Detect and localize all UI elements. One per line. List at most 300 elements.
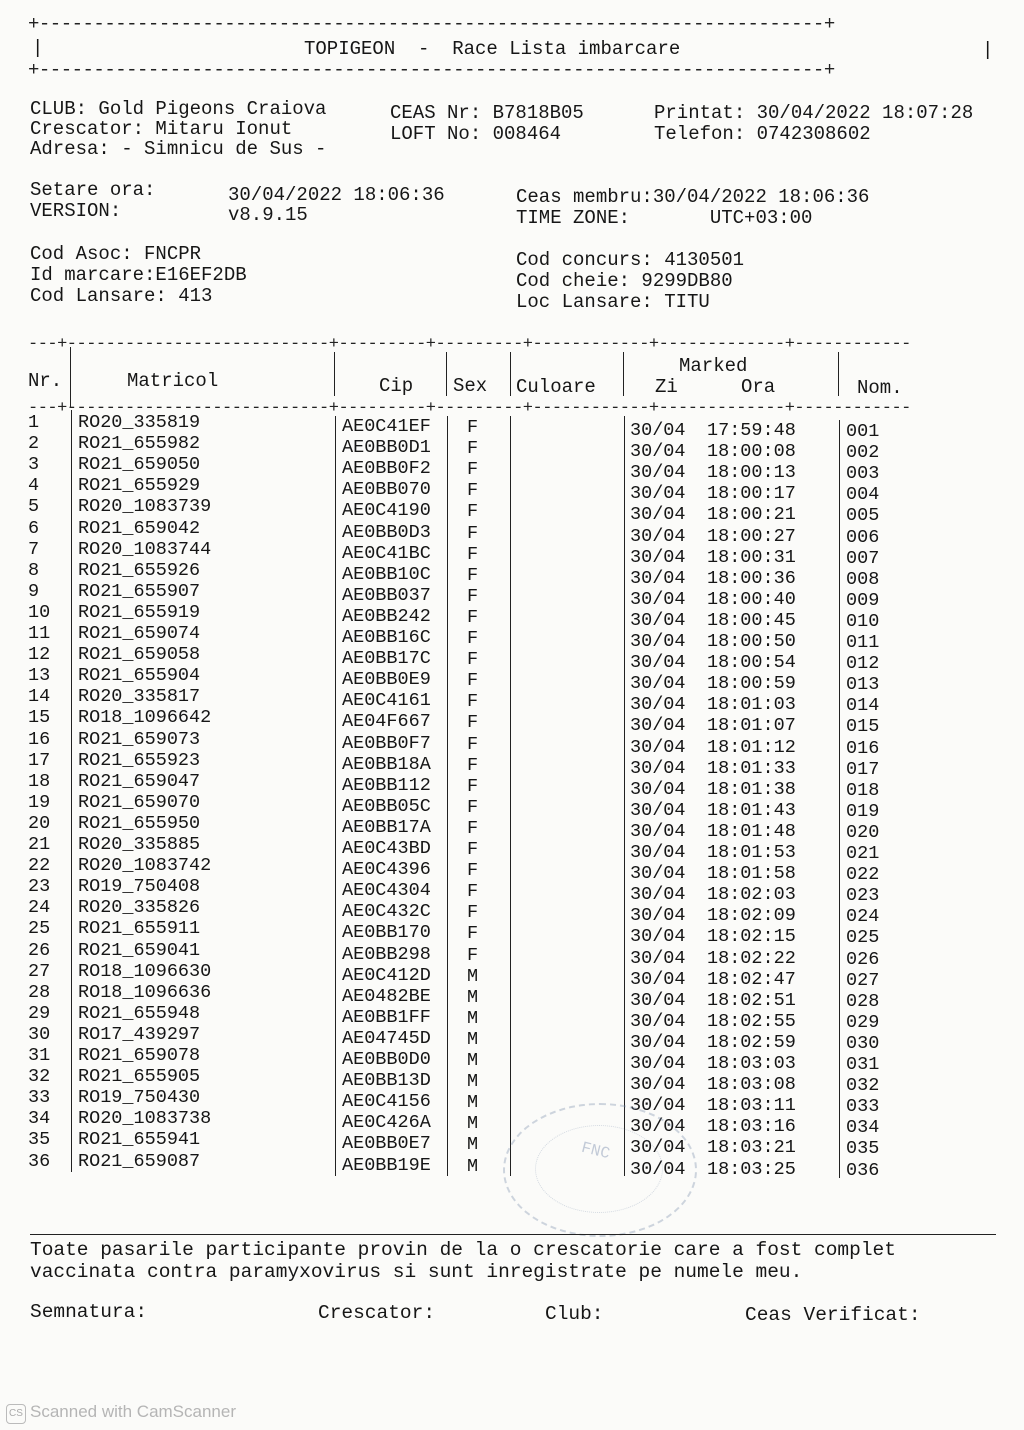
cell-nom: 022 xyxy=(846,864,880,886)
cell-zi: 30/04 xyxy=(630,1074,686,1096)
cell-cip: AE0BB0F7 xyxy=(342,732,431,754)
page-title: TOPIGEON - Race Lista imbarcare xyxy=(304,38,681,60)
cell-nom: 028 xyxy=(846,990,880,1012)
cell-matricol: RO21_655941 xyxy=(78,1129,201,1151)
cell-cip: AE0C41BC xyxy=(342,542,431,564)
cell-ora: 18:00:17 xyxy=(707,483,796,505)
table-row xyxy=(0,1002,1024,1033)
cell-matricol: RO21_659078 xyxy=(78,1045,201,1066)
cell-cip: AE0C412D xyxy=(342,964,431,986)
cell-sex: M xyxy=(467,1134,479,1156)
cell-cip: AE0BB18A xyxy=(342,753,431,775)
cell-nom: 021 xyxy=(846,843,880,864)
cell-zi: 30/04 xyxy=(630,483,686,505)
cell-ora: 18:00:13 xyxy=(707,462,796,484)
cell-matricol: RO17_439297 xyxy=(78,1023,201,1045)
cell-matricol: RO21_659073 xyxy=(78,728,201,750)
cell-nr: 16 xyxy=(28,728,51,750)
table-row xyxy=(0,601,1024,632)
cell-nr: 33 xyxy=(28,1087,51,1109)
cell-zi: 30/04 xyxy=(630,1010,686,1032)
cell-cip: AE0BB05C xyxy=(342,795,431,817)
cell-nom: 032 xyxy=(846,1075,880,1097)
cell-zi: 30/04 xyxy=(630,567,686,589)
cell-ora: 17:59:48 xyxy=(707,420,796,441)
cell-nom: 016 xyxy=(846,737,880,759)
cell-ora: 18:02:03 xyxy=(707,884,796,906)
cell-nom: 029 xyxy=(846,1011,880,1033)
cell-zi: 30/04 xyxy=(630,884,686,906)
cell-cip: AE0BB17A xyxy=(342,816,431,838)
cell-cip: AE0C4156 xyxy=(342,1091,431,1113)
cell-ora: 18:01:48 xyxy=(707,820,796,842)
cell-zi: 30/04 xyxy=(630,778,686,800)
cell-ora: 18:01:12 xyxy=(707,736,796,758)
header-divider-nr xyxy=(70,347,71,407)
cell-zi: 30/04 xyxy=(630,1137,686,1159)
table-row xyxy=(0,791,1024,822)
cell-ora: 18:02:15 xyxy=(707,926,796,948)
cell-nr: 4 xyxy=(28,475,40,497)
header-divider-matricol xyxy=(334,352,335,396)
cell-cip: AE0BB242 xyxy=(342,605,431,627)
breeder-signature-label: Crescator: xyxy=(318,1302,436,1324)
title-box-left-border: | xyxy=(32,37,44,59)
cell-matricol: RO20_1083739 xyxy=(78,496,212,518)
time-zone: TIME ZONE: UTC+03:00 xyxy=(516,207,813,229)
cell-zi: 30/04 xyxy=(630,905,686,927)
cell-sex: F xyxy=(467,480,479,502)
cell-matricol: RO21_659042 xyxy=(78,517,201,539)
cell-nom: 026 xyxy=(846,948,880,970)
cell-zi: 30/04 xyxy=(630,420,686,441)
cell-matricol: RO21_655923 xyxy=(78,749,201,771)
cell-sex: F xyxy=(467,522,479,544)
cell-sex: M xyxy=(467,1071,479,1093)
cell-matricol: RO20_335826 xyxy=(78,897,201,919)
cell-nom: 023 xyxy=(846,885,880,907)
cell-nr: 28 xyxy=(28,981,51,1003)
table-row xyxy=(0,665,1024,696)
title-box-right-border: | xyxy=(982,39,994,61)
cell-ora: 18:00:21 xyxy=(707,504,796,526)
cell-matricol: RO20_1083744 xyxy=(78,538,212,560)
table-row xyxy=(0,412,1024,442)
cell-nom: 034 xyxy=(846,1117,880,1139)
cell-sex: F xyxy=(467,691,479,713)
header-divider-cip xyxy=(446,352,447,396)
cell-nom: 002 xyxy=(846,442,880,464)
cell-matricol: RO21_659087 xyxy=(78,1150,201,1172)
table-row xyxy=(0,855,1024,886)
cell-ora: 18:00:08 xyxy=(707,441,796,463)
cell-cip: AE0482BE xyxy=(342,985,431,1007)
cell-zi: 30/04 xyxy=(630,1116,686,1138)
table-row xyxy=(0,475,1024,506)
table-row xyxy=(0,433,1024,464)
cell-cip: AE0C4396 xyxy=(342,859,431,881)
cell-zi: 30/04 xyxy=(630,842,686,863)
club-signature-label: Club: xyxy=(545,1303,604,1325)
table-row xyxy=(0,834,1024,864)
set-time-value: 30/04/2022 18:06:36 xyxy=(228,184,445,206)
cell-zi: 30/04 xyxy=(630,863,686,885)
table-row xyxy=(0,517,1024,548)
cell-ora: 18:03:25 xyxy=(707,1158,796,1180)
cell-nom: 024 xyxy=(846,906,880,928)
table-row xyxy=(0,623,1024,653)
cell-matricol: RO21_655950 xyxy=(78,812,201,834)
cell-nom: 012 xyxy=(846,653,880,675)
table-row xyxy=(0,876,1024,907)
cell-matricol: RO20_335817 xyxy=(78,686,201,708)
column-header-marked: Marked xyxy=(679,355,748,377)
cell-nom: 035 xyxy=(846,1138,880,1160)
cell-sex: F xyxy=(467,606,479,628)
cell-zi: 30/04 xyxy=(630,1031,686,1053)
column-header-cip: Cip xyxy=(379,375,414,397)
cell-nom: 025 xyxy=(846,927,880,949)
cell-ora: 18:01:43 xyxy=(707,799,796,821)
cell-nom: 031 xyxy=(846,1054,880,1075)
cell-matricol: RO20_1083742 xyxy=(78,855,212,877)
table-row xyxy=(0,770,1024,801)
table-row xyxy=(0,644,1024,675)
table-row xyxy=(0,939,1024,970)
cell-sex: F xyxy=(467,923,479,945)
title-box-bottom-border: +------------------------------------------------------------------------+ xyxy=(28,59,835,81)
cell-zi: 30/04 xyxy=(630,1095,686,1117)
club-name: CLUB: Gold Pigeons Craiova xyxy=(30,98,327,120)
cell-cip: AE0C43BD xyxy=(342,838,431,859)
table-header-top-border: ---+---------------------------+---------+---------+------------+-------------+------------ xyxy=(28,335,911,354)
cell-nom: 006 xyxy=(846,526,880,548)
header-divider-sex xyxy=(510,352,511,396)
clock-verified-label: Ceas Verificat: xyxy=(745,1304,921,1326)
cell-ora: 18:00:50 xyxy=(707,631,796,652)
table-row xyxy=(0,918,1024,949)
loft-number: LOFT No: 008464 xyxy=(390,123,562,145)
cell-ora: 18:02:22 xyxy=(707,947,796,969)
cell-cip: AE0BB0D3 xyxy=(342,521,431,543)
cell-matricol: RO21_659058 xyxy=(78,644,201,666)
table-row xyxy=(0,812,1024,843)
cell-zi: 30/04 xyxy=(630,989,686,1011)
column-header-ora: Ora xyxy=(741,376,776,398)
header-divider-culoare xyxy=(623,352,624,396)
cell-sex: F xyxy=(467,459,479,481)
cell-nr: 7 xyxy=(28,538,40,560)
cell-cip: AE0BB298 xyxy=(342,943,431,965)
cell-zi: 30/04 xyxy=(630,609,686,631)
cell-ora: 18:02:09 xyxy=(707,905,796,927)
cell-nr: 32 xyxy=(28,1066,51,1088)
cell-ora: 18:00:54 xyxy=(707,652,796,674)
cell-nr: 6 xyxy=(28,517,40,539)
table-row xyxy=(0,1108,1024,1139)
table-row xyxy=(0,580,1024,611)
cell-nr: 22 xyxy=(28,855,51,877)
cell-sex: M xyxy=(467,1155,479,1177)
cell-sex: F xyxy=(467,670,479,692)
cell-cip: AE0BB19E xyxy=(342,1154,431,1176)
cell-nr: 25 xyxy=(28,918,51,940)
cell-ora: 18:02:47 xyxy=(707,968,796,990)
cell-cip: AE0BB170 xyxy=(342,922,431,944)
cell-zi: 30/04 xyxy=(630,631,686,652)
cell-zi: 30/04 xyxy=(630,694,686,716)
cell-nom: 013 xyxy=(846,674,880,696)
cell-ora: 18:00:59 xyxy=(707,673,796,695)
cell-sex: F xyxy=(467,754,479,776)
cell-matricol: RO21_655982 xyxy=(78,433,201,455)
cell-ora: 18:02:51 xyxy=(707,989,796,1011)
set-time-label: Setare ora: xyxy=(30,179,156,201)
cell-ora: 18:03:08 xyxy=(707,1074,796,1096)
cell-nr: 15 xyxy=(28,707,51,729)
cell-nr: 35 xyxy=(28,1129,51,1151)
vaccination-statement-line-2: vaccinata contra paramyxovirus si sunt inregistrate pe numele meu. xyxy=(30,1261,803,1283)
table-row xyxy=(0,686,1024,717)
column-header-culoare: Culoare xyxy=(516,376,596,398)
cell-zi: 30/04 xyxy=(630,652,686,674)
cell-ora: 18:00:45 xyxy=(707,609,796,631)
table-row xyxy=(0,897,1024,928)
cell-matricol: RO20_335819 xyxy=(78,412,201,433)
cell-sex: M xyxy=(467,986,479,1008)
cell-nr: 18 xyxy=(28,770,51,792)
cell-nr: 19 xyxy=(28,791,51,813)
cell-matricol: RO21_655948 xyxy=(78,1002,201,1024)
cell-sex: F xyxy=(467,628,479,649)
cell-nom: 018 xyxy=(846,779,880,801)
cell-sex: M xyxy=(467,965,479,987)
cell-nr: 12 xyxy=(28,644,51,666)
table-row xyxy=(0,1023,1024,1054)
camscanner-icon: CS xyxy=(6,1404,26,1424)
cell-nr: 5 xyxy=(28,496,40,518)
cell-ora: 18:01:33 xyxy=(707,757,796,779)
cell-cip: AE0BB10C xyxy=(342,563,431,585)
cell-nom: 014 xyxy=(846,695,880,717)
cell-cip: AE0BB037 xyxy=(342,584,431,606)
cell-sex: F xyxy=(467,839,479,860)
cell-cip: AE0C4304 xyxy=(342,880,431,902)
column-header-nom: Nom. xyxy=(857,377,903,399)
cell-ora: 18:01:03 xyxy=(707,694,796,716)
cell-sex: F xyxy=(467,860,479,882)
printed-date: Printat: 30/04/2022 18:07:28 xyxy=(654,102,974,124)
cell-matricol: RO21_655919 xyxy=(78,601,201,623)
header-divider-marked xyxy=(838,352,839,396)
cell-sex: F xyxy=(467,902,479,924)
table-row xyxy=(0,960,1024,991)
cell-cip: AE0BB0E7 xyxy=(342,1133,431,1155)
clock-number: CEAS Nr: B7818B05 xyxy=(390,102,584,124)
cell-ora: 18:03:21 xyxy=(707,1137,796,1159)
cell-sex: M xyxy=(467,1007,479,1029)
cell-zi: 30/04 xyxy=(630,1053,686,1074)
cell-matricol: RO18_1096630 xyxy=(78,960,212,982)
cell-nr: 21 xyxy=(28,834,51,855)
table-row xyxy=(0,1087,1024,1118)
cell-zi: 30/04 xyxy=(630,968,686,990)
association-stamp xyxy=(503,1103,697,1237)
footer-separator xyxy=(30,1234,996,1235)
cell-cip: AE0C432C xyxy=(342,901,431,923)
cell-cip: AE04745D xyxy=(342,1027,431,1049)
cell-zi: 30/04 xyxy=(630,504,686,526)
cell-nom: 004 xyxy=(846,484,880,506)
cell-zi: 30/04 xyxy=(630,546,686,568)
cell-nom: 015 xyxy=(846,716,880,738)
table-row xyxy=(0,496,1024,527)
cell-nr: 14 xyxy=(28,686,51,708)
cell-matricol: RO20_335885 xyxy=(78,834,201,855)
title-box-top-border: +------------------------------------------------------------------------+ xyxy=(28,13,835,35)
cell-cip: AE04F667 xyxy=(342,711,431,733)
cell-ora: 18:00:40 xyxy=(707,588,796,610)
cell-sex: F xyxy=(467,543,479,565)
cell-matricol: RO21_655911 xyxy=(78,918,201,940)
table-row xyxy=(0,981,1024,1012)
cell-ora: 18:03:03 xyxy=(707,1053,796,1074)
cell-sex: F xyxy=(467,796,479,818)
cell-cip: AE0BB13D xyxy=(342,1070,431,1092)
cell-zi: 30/04 xyxy=(630,820,686,842)
cell-nom: 017 xyxy=(846,758,880,780)
cell-matricol: RO18_1096642 xyxy=(78,707,212,729)
cell-ora: 18:00:31 xyxy=(707,546,796,568)
cell-cip: AE0BB16C xyxy=(342,627,431,648)
cell-matricol: RO21_655926 xyxy=(78,559,201,581)
cell-sex: F xyxy=(467,881,479,903)
cell-ora: 18:01:07 xyxy=(707,715,796,737)
cell-nom: 027 xyxy=(846,969,880,991)
table-row xyxy=(0,728,1024,759)
cell-nr: 36 xyxy=(28,1150,51,1172)
address: Adresa: - Simnicu de Sus - xyxy=(30,138,327,160)
cell-ora: 18:01:58 xyxy=(707,863,796,885)
cell-sex: F xyxy=(467,585,479,607)
cell-ora: 18:01:38 xyxy=(707,778,796,800)
cell-zi: 30/04 xyxy=(630,757,686,779)
table-row xyxy=(0,707,1024,738)
cell-sex: M xyxy=(467,1050,479,1071)
cell-nr: 9 xyxy=(28,580,40,602)
cell-nr: 34 xyxy=(28,1108,51,1130)
cell-sex: F xyxy=(467,417,479,438)
cell-matricol: RO21_659050 xyxy=(78,454,201,476)
cell-nr: 29 xyxy=(28,1002,51,1024)
cell-zi: 30/04 xyxy=(630,736,686,758)
cell-nom: 005 xyxy=(846,505,880,527)
table-row xyxy=(0,1066,1024,1097)
cell-ora: 18:00:36 xyxy=(707,567,796,589)
association-code: Cod Asoc: FNCPR xyxy=(30,243,202,265)
cell-ora: 18:03:16 xyxy=(707,1116,796,1138)
cell-sex: M xyxy=(467,1113,479,1135)
cell-cip: AE0BB17C xyxy=(342,648,431,670)
cell-nom: 009 xyxy=(846,589,880,611)
cell-cip: AE0C41EF xyxy=(342,416,431,437)
cell-sex: M xyxy=(467,1092,479,1114)
table-row xyxy=(0,749,1024,780)
cell-nom: 007 xyxy=(846,547,880,569)
cell-nom: 010 xyxy=(846,610,880,632)
cell-matricol: RO21_655929 xyxy=(78,475,201,497)
stamp-text: FNC xyxy=(579,1138,612,1164)
cell-matricol: RO18_1096636 xyxy=(78,981,212,1003)
table-row xyxy=(0,559,1024,590)
cell-sex: F xyxy=(467,649,479,671)
cell-ora: 18:02:55 xyxy=(707,1010,796,1032)
cell-ora: 18:02:59 xyxy=(707,1031,796,1053)
stamp-inner-ring xyxy=(535,1125,663,1213)
cell-nr: 2 xyxy=(28,433,40,455)
cell-ora: 18:00:27 xyxy=(707,525,796,547)
cell-cip: AE0BB0F2 xyxy=(342,458,431,480)
cell-nr: 26 xyxy=(28,939,51,961)
cell-zi: 30/04 xyxy=(630,462,686,484)
column-header-zi: Zi xyxy=(655,376,678,398)
breeder-name: Crescator: Mitaru Ionut xyxy=(30,118,293,140)
cell-zi: 30/04 xyxy=(630,1158,686,1180)
release-code: Cod Lansare: 413 xyxy=(30,285,213,307)
cell-nom: 019 xyxy=(846,800,880,822)
cell-matricol: RO21_659041 xyxy=(78,939,201,961)
cell-ora: 18:01:53 xyxy=(707,842,796,863)
cell-nr: 30 xyxy=(28,1023,51,1045)
cell-nr: 11 xyxy=(28,623,51,644)
cell-nom: 003 xyxy=(846,463,880,485)
member-clock: Ceas membru:30/04/2022 18:06:36 xyxy=(516,186,870,208)
cell-zi: 30/04 xyxy=(630,799,686,821)
cell-cip: AE0C426A xyxy=(342,1112,431,1134)
cell-cip: AE0BB112 xyxy=(342,774,431,796)
cell-nr: 8 xyxy=(28,559,40,581)
camscanner-watermark: Scanned with CamScanner xyxy=(30,1402,237,1421)
cell-sex: F xyxy=(467,712,479,734)
cell-matricol: RO21_655904 xyxy=(78,665,201,687)
column-header-matricol: Matricol xyxy=(127,370,219,392)
cell-zi: 30/04 xyxy=(630,673,686,695)
cell-sex: F xyxy=(467,564,479,586)
cell-cip: AE0BB1FF xyxy=(342,1006,431,1028)
phone-number: Telefon: 0742308602 xyxy=(654,123,871,145)
vaccination-statement-line-1: Toate pasarile participante provin de la o crescatorie care a fost complet xyxy=(30,1239,896,1261)
version-label: VERSION: xyxy=(30,200,122,222)
cell-matricol: RO21_655907 xyxy=(78,580,201,602)
cell-matricol: RO21_655905 xyxy=(78,1066,201,1088)
cell-cip: AE0BB0D1 xyxy=(342,437,431,459)
cell-nom: 030 xyxy=(846,1032,880,1054)
cell-nom: 008 xyxy=(846,568,880,590)
cell-cip: AE0BB0D0 xyxy=(342,1049,431,1070)
cell-sex: F xyxy=(467,501,479,523)
table-row xyxy=(0,538,1024,569)
cell-zi: 30/04 xyxy=(630,525,686,547)
signature-label: Semnatura: xyxy=(30,1301,148,1323)
cell-cip: AE0C4161 xyxy=(342,690,431,712)
cell-zi: 30/04 xyxy=(630,947,686,969)
cell-nr: 23 xyxy=(28,876,51,898)
cell-matricol: RO21_659047 xyxy=(78,770,201,792)
cell-matricol: RO21_659074 xyxy=(78,623,201,644)
cell-nr: 3 xyxy=(28,454,40,476)
release-location: Loc Lansare: TITU xyxy=(516,291,710,313)
cell-nom: 033 xyxy=(846,1096,880,1118)
